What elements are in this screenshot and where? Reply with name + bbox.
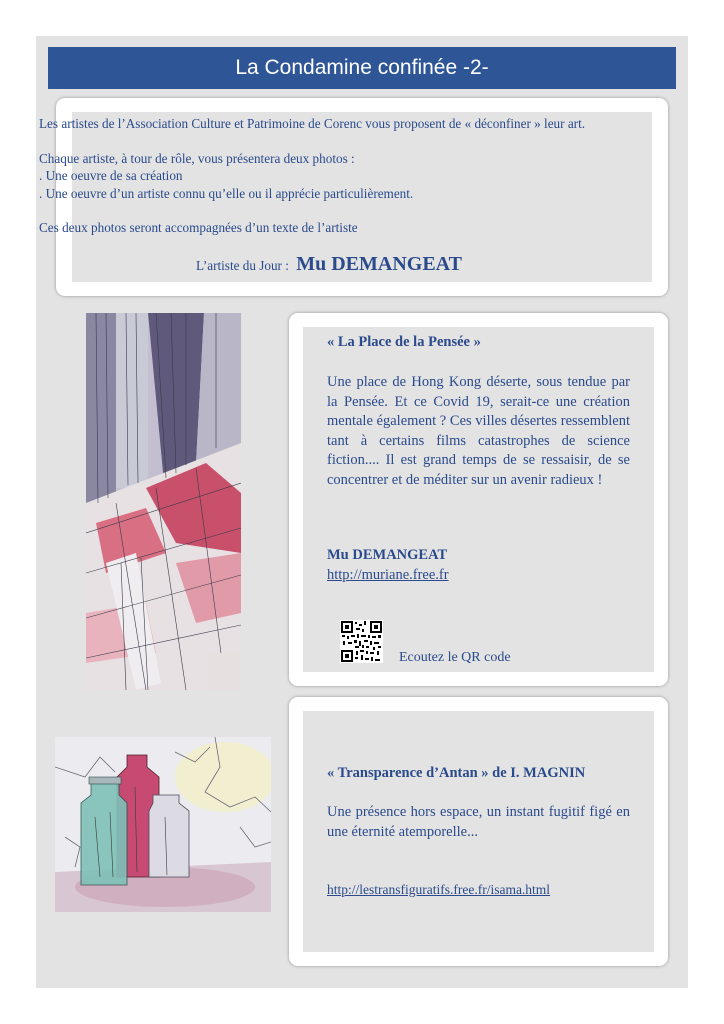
work2-title: « Transparence d’Antan » de I. MAGNIN [327, 765, 586, 781]
painting-place-de-la-pensee [86, 313, 241, 690]
intro-bullet-1: . Une oeuvre de sa création [39, 168, 183, 184]
intro-accompany-line: Ces deux photos seront accompagnées d’un texte de l’artiste [39, 220, 358, 236]
work1-link[interactable]: http://muriane.free.fr [327, 567, 449, 583]
intro-bullet-2: . Une oeuvre d’un artiste connu qu’elle ou il apprécie particulièrement. [39, 185, 414, 201]
work1-description: Une place de Hong Kong déserte, sous tendue par la Pensée. Et ce Covid 19, serait-ce une création mentale également ? Ces villes désertes ressemblent tant à certains films catastrophes de science fiction.... Il est grand temps de se ressaisir, de se concentrer et de méditer sur un avenir radieux ! [327, 374, 630, 488]
intro-photos-line: Chaque artiste, à tour de rôle, vous présentera deux photos : [39, 150, 355, 166]
painting-transparence-dantan [55, 737, 271, 912]
artist-label: L’artiste du Jour : [196, 258, 289, 273]
qr-code[interactable] [340, 620, 383, 663]
page-title: La Condamine confinée -2- [48, 47, 676, 89]
qr-caption: Ecoutez le QR code [399, 650, 511, 665]
work1-artist: Mu DEMANGEAT [327, 547, 448, 563]
intro-paragraph: Les artistes de l’Association Culture et Patrimoine de Corenc vous proposent de « déconfiner » leur art. [39, 116, 586, 131]
artist-name: Mu DEMANGEAT [296, 253, 462, 275]
work1-title: « La Place de la Pensée » [327, 334, 481, 350]
intro-text [39, 115, 631, 237]
work2-description: Une présence hors espace, un instant fugitif figé en une éternité atemporelle... [327, 804, 630, 840]
artist-of-day [196, 253, 462, 276]
work2-link[interactable]: http://lestransfiguratifs.free.fr/isama.html [327, 882, 551, 897]
